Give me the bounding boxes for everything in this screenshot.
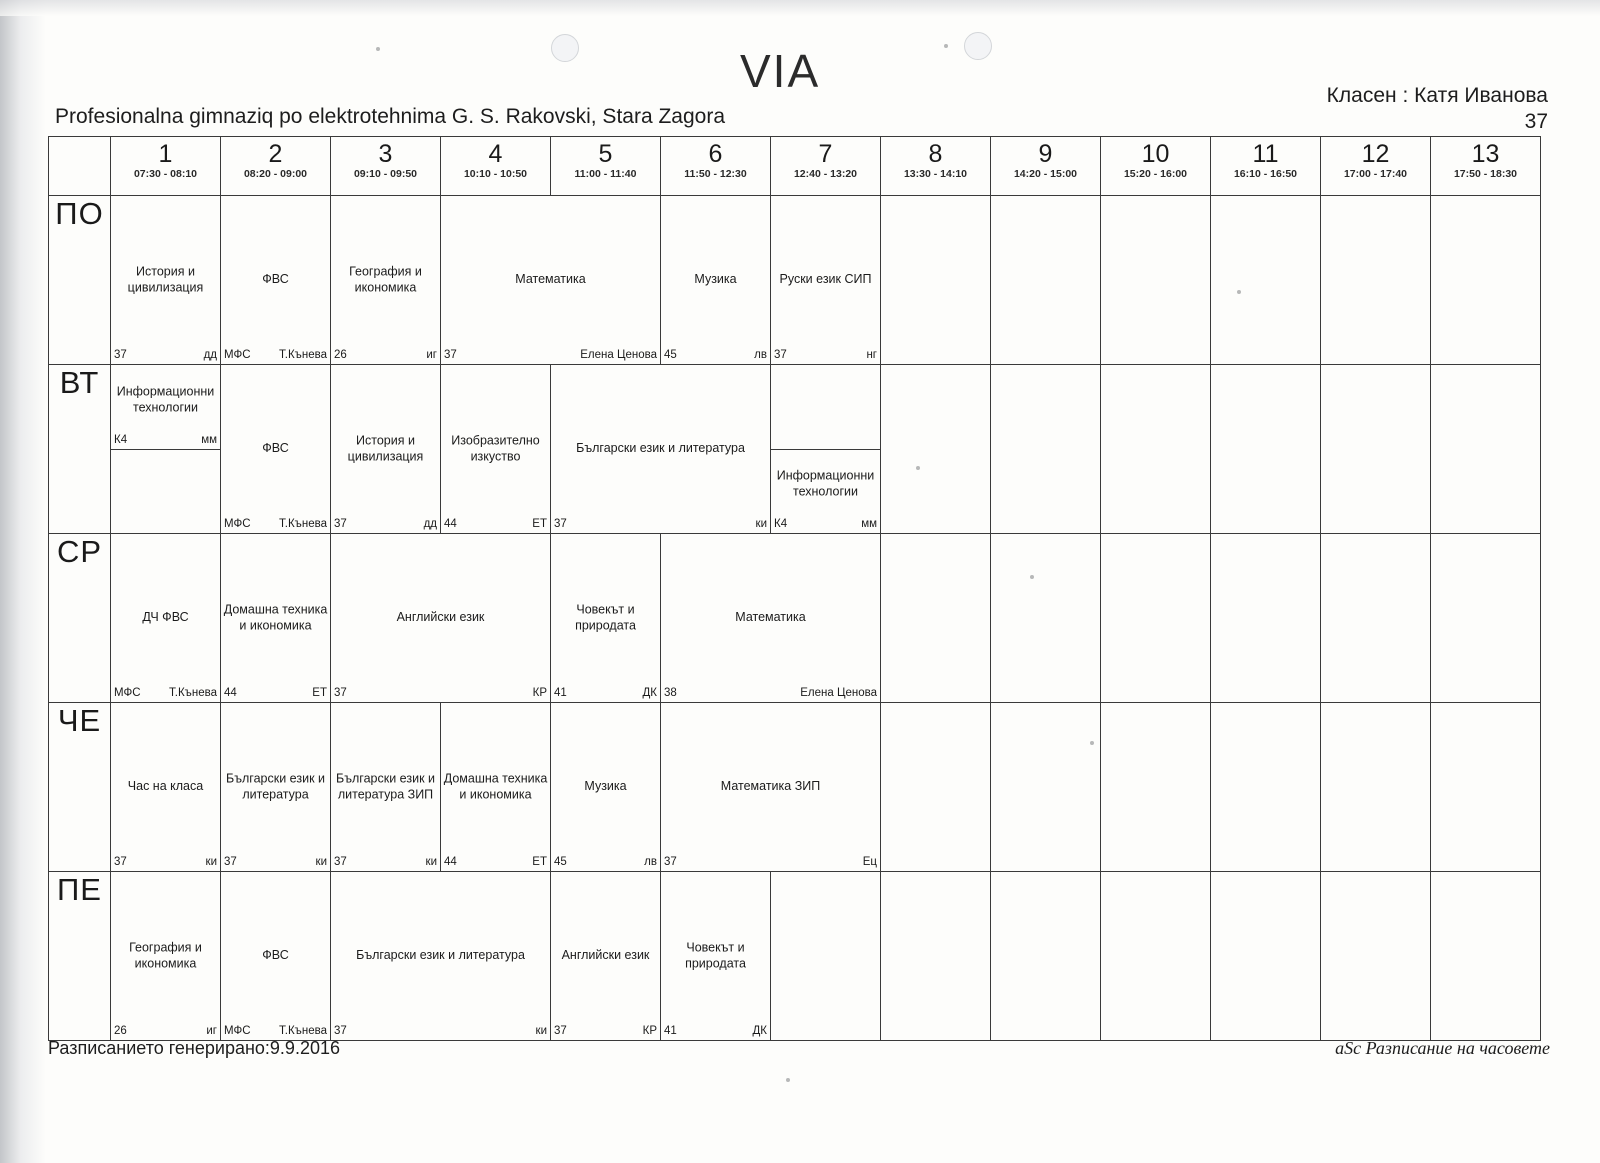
lesson-teacher: ДК <box>752 1025 767 1037</box>
lesson-cell-empty[interactable] <box>991 196 1101 365</box>
lesson-subject: Информационни технологии <box>116 384 215 415</box>
lesson-teacher: иг <box>426 349 437 361</box>
timetable <box>48 136 1541 1041</box>
period-time: 07:30 - 08:10 <box>133 167 198 180</box>
lesson-subject: Български език и литература <box>576 441 745 456</box>
lesson-cell-empty[interactable] <box>1211 534 1321 703</box>
period-header-12 <box>1321 137 1431 196</box>
lesson-cell-empty[interactable] <box>1101 196 1211 365</box>
lesson-cell-empty[interactable] <box>1101 534 1211 703</box>
day-label-thursday: ЧЕ <box>49 703 111 872</box>
table-row-friday <box>49 872 1541 1041</box>
lesson-teacher: Т.Кънева <box>169 687 217 699</box>
lesson-room: 37 <box>114 349 127 361</box>
lesson-room: 41 <box>664 1025 677 1037</box>
lesson-subject: ФВС <box>262 441 289 456</box>
lesson-teacher: Ец <box>862 856 877 868</box>
period-time: 11:50 - 12:30 <box>684 167 747 180</box>
lesson-cell-empty[interactable] <box>881 196 991 365</box>
table-row-monday <box>49 196 1541 365</box>
period-number: 12 <box>1361 140 1390 168</box>
period-header-7 <box>771 137 881 196</box>
lesson-subject: Английски език <box>561 948 650 963</box>
lesson-cell[interactable] <box>111 534 221 703</box>
lesson-teacher: КР <box>532 687 547 699</box>
lesson-cell[interactable] <box>441 703 551 872</box>
lesson-cell[interactable] <box>661 196 771 365</box>
lesson-subject: История и цивилизация <box>127 264 204 294</box>
lesson-cell[interactable] <box>551 365 771 534</box>
lesson-room: 37 <box>224 856 237 868</box>
lesson-subject: Български език и литература ЗИП <box>336 771 435 801</box>
period-header-2 <box>221 137 331 196</box>
class-teacher-label: Класен : <box>1326 84 1409 107</box>
lesson-cell-empty[interactable] <box>991 365 1101 534</box>
school-name: Profesionalna gimnaziq po elektrotehnima G. S. Rakovski, Stara Zagora <box>55 105 726 128</box>
lesson-room: 41 <box>554 687 567 699</box>
period-number: 13 <box>1471 140 1500 168</box>
lesson-cell[interactable] <box>551 703 661 872</box>
day-label-wednesday: СР <box>49 534 111 703</box>
lesson-cell-empty[interactable] <box>1211 196 1321 365</box>
lesson-subject: Човекът и природата <box>685 940 746 970</box>
lesson-teacher: ки <box>535 1025 547 1037</box>
lesson-room: 37 <box>774 349 787 361</box>
period-number: 7 <box>818 140 833 168</box>
lesson-subject: ФВС <box>262 272 289 287</box>
lesson-teacher: ЕТ <box>312 687 327 699</box>
lesson-cell[interactable] <box>661 872 771 1041</box>
period-number: 6 <box>708 140 723 168</box>
lesson-cell-empty[interactable] <box>1431 534 1541 703</box>
lesson-teacher: ЕТ <box>532 518 547 530</box>
lesson-cell-empty[interactable] <box>771 872 881 1041</box>
lesson-cell[interactable] <box>661 703 881 872</box>
lesson-subject: ДЧ ФВС <box>142 610 189 625</box>
lesson-subject: Музика <box>694 272 737 287</box>
lesson-room: 37 <box>664 856 677 868</box>
table-row-tuesday <box>49 365 1541 534</box>
lesson-subject: Руски език СИП <box>779 272 872 287</box>
lesson-cell-empty[interactable] <box>991 534 1101 703</box>
lesson-cell[interactable] <box>331 365 441 534</box>
lesson-teacher: Елена Ценова <box>580 349 657 361</box>
period-number: 3 <box>378 140 393 168</box>
lesson-room: 38 <box>664 687 677 699</box>
period-header-11 <box>1211 137 1321 196</box>
scan-top-shadow <box>0 0 1600 16</box>
lesson-teacher: дд <box>423 518 437 530</box>
lesson-cell[interactable] <box>331 872 551 1041</box>
lesson-cell-empty[interactable] <box>1101 365 1211 534</box>
class-teacher-name: Катя Иванова <box>1414 84 1548 107</box>
lesson-cell[interactable] <box>221 872 331 1041</box>
lesson-cell-empty[interactable] <box>1211 703 1321 872</box>
lesson-room: 44 <box>224 687 237 699</box>
day-label-monday: ПО <box>49 196 111 365</box>
lesson-room: 37 <box>334 1025 347 1037</box>
period-number: 2 <box>268 140 283 168</box>
lesson-cell[interactable] <box>441 365 551 534</box>
lesson-room: 26 <box>334 349 347 361</box>
lesson-subject: Домашна техника и икономика <box>223 602 328 632</box>
lesson-cell-empty[interactable] <box>1431 365 1541 534</box>
table-row-thursday <box>49 703 1541 872</box>
period-number: 9 <box>1038 140 1053 168</box>
class-number: 37 <box>1524 110 1548 133</box>
lesson-subject: География и икономика <box>349 264 422 294</box>
lesson-subject: Човекът и природата <box>575 602 636 632</box>
lesson-teacher: ДК <box>642 687 657 699</box>
lesson-room: МФС <box>224 518 251 530</box>
lesson-subject: Домашна техника и икономика <box>443 771 548 801</box>
generated-date: Разписанието генерирано:9.9.2016 <box>48 1038 340 1058</box>
lesson-cell-empty[interactable] <box>991 703 1101 872</box>
lesson-room: 44 <box>444 856 457 868</box>
lesson-teacher: Т.Кънева <box>279 1025 327 1037</box>
lesson-room: 37 <box>334 856 347 868</box>
period-time: 08:20 - 09:00 <box>243 167 308 180</box>
lesson-teacher: ки <box>315 856 327 868</box>
lesson-cell-empty[interactable] <box>1211 365 1321 534</box>
software-credit: aSc Разписание на часовете <box>1335 1038 1550 1058</box>
hole-punch-right <box>964 32 992 60</box>
lesson-cell[interactable] <box>111 365 221 534</box>
lesson-subject: Изобразително изкуство <box>451 433 540 463</box>
lesson-subject: Български език и литература <box>356 948 525 963</box>
lesson-room: К4 <box>114 434 128 446</box>
lesson-cell[interactable] <box>661 534 881 703</box>
table-row-wednesday <box>49 534 1541 703</box>
lesson-cell[interactable] <box>111 196 221 365</box>
lesson-cell[interactable] <box>771 365 881 534</box>
lesson-teacher: Т.Кънева <box>279 518 327 530</box>
lesson-cell[interactable] <box>111 703 221 872</box>
lesson-cell[interactable] <box>111 872 221 1041</box>
period-number: 4 <box>488 140 503 168</box>
lesson-teacher: дд <box>203 349 217 361</box>
lesson-subject: ФВС <box>262 948 289 963</box>
class-teacher <box>1327 84 1548 108</box>
scan-speck <box>376 47 380 51</box>
lesson-room: 44 <box>444 518 457 530</box>
lesson-teacher: мм <box>201 434 217 446</box>
lesson-teacher: Елена Ценова <box>800 687 877 699</box>
lesson-cell-empty[interactable] <box>1321 872 1431 1041</box>
period-number: 11 <box>1252 140 1279 168</box>
lesson-room: 37 <box>554 1025 567 1037</box>
lesson-teacher: мм <box>861 518 877 530</box>
lesson-room: 37 <box>444 349 457 361</box>
lesson-subject: Математика <box>735 610 806 625</box>
period-number: 10 <box>1141 140 1170 168</box>
lesson-subject: История и цивилизация <box>347 433 424 463</box>
period-time: 09:10 - 09:50 <box>353 167 418 180</box>
lesson-cell[interactable] <box>221 365 331 534</box>
lesson-cell[interactable] <box>331 703 441 872</box>
corner-cell <box>49 137 111 196</box>
lesson-room: 37 <box>334 687 347 699</box>
lesson-subject: Математика <box>515 272 586 287</box>
period-header-4 <box>441 137 551 196</box>
period-time: 11:00 - 11:40 <box>574 167 637 180</box>
lesson-subject: Математика ЗИП <box>720 779 821 794</box>
lesson-cell[interactable] <box>441 196 661 365</box>
logo: VIA <box>740 45 821 97</box>
lesson-cell[interactable] <box>331 534 551 703</box>
lesson-teacher: лв <box>644 856 657 868</box>
lesson-cell-empty[interactable] <box>1431 703 1541 872</box>
lesson-teacher: ки <box>755 518 767 530</box>
scan-speck <box>944 44 948 48</box>
lesson-room: К4 <box>774 518 788 530</box>
lesson-cell-empty[interactable] <box>1101 703 1211 872</box>
period-time: 15:20 - 16:00 <box>1123 167 1188 180</box>
day-label-tuesday: ВТ <box>49 365 111 534</box>
lesson-cell-empty[interactable] <box>1211 872 1321 1041</box>
scan-edge-shadow <box>0 0 46 1163</box>
lesson-room: 26 <box>114 1025 127 1037</box>
period-time: 17:50 - 18:30 <box>1453 167 1518 180</box>
lesson-room: 45 <box>664 349 677 361</box>
period-number: 5 <box>598 140 613 168</box>
lesson-subject: Български език и литература <box>226 771 325 801</box>
lesson-subject: Музика <box>584 779 627 794</box>
lesson-room: МФС <box>114 687 141 699</box>
lesson-cell[interactable] <box>771 196 881 365</box>
lesson-teacher: ЕТ <box>532 856 547 868</box>
lesson-cell-empty[interactable] <box>1321 703 1431 872</box>
period-time: 14:20 - 15:00 <box>1013 167 1078 180</box>
lesson-cell-empty[interactable] <box>771 365 880 450</box>
lesson-subject: Час на класа <box>127 779 204 794</box>
lesson-room: МФС <box>224 349 251 361</box>
lesson-teacher: иг <box>206 1025 217 1037</box>
lesson-cell[interactable] <box>551 534 661 703</box>
lesson-cell-empty[interactable] <box>881 365 991 534</box>
lesson-teacher: лв <box>754 349 767 361</box>
lesson-cell-empty[interactable] <box>111 449 220 533</box>
lesson-cell-empty[interactable] <box>881 534 991 703</box>
lesson-subject: Английски език <box>396 610 485 625</box>
lesson-cell[interactable] <box>221 534 331 703</box>
period-time: 13:30 - 14:10 <box>903 167 968 180</box>
lesson-cell-empty[interactable] <box>1431 196 1541 365</box>
period-header-3 <box>331 137 441 196</box>
period-number: 8 <box>928 140 943 168</box>
timetable-header-row <box>49 137 1541 196</box>
period-header-8 <box>881 137 991 196</box>
day-label-friday: ПЕ <box>49 872 111 1041</box>
lesson-cell[interactable] <box>331 196 441 365</box>
lesson-cell[interactable] <box>221 196 331 365</box>
lesson-cell-empty[interactable] <box>1321 365 1431 534</box>
lesson-cell[interactable] <box>221 703 331 872</box>
scan-speck <box>786 1078 790 1082</box>
period-time: 17:00 - 17:40 <box>1343 167 1408 180</box>
lesson-subject: География и икономика <box>129 940 202 970</box>
lesson-teacher: Т.Кънева <box>279 349 327 361</box>
period-header-13 <box>1431 137 1541 196</box>
lesson-teacher: КР <box>642 1025 657 1037</box>
lesson-room: 37 <box>554 518 567 530</box>
lesson-room: 37 <box>114 856 127 868</box>
lesson-teacher: нг <box>866 349 877 361</box>
lesson-cell-empty[interactable] <box>1431 872 1541 1041</box>
lesson-cell-empty[interactable] <box>1321 534 1431 703</box>
period-time: 16:10 - 16:50 <box>1233 167 1298 180</box>
lesson-cell-empty[interactable] <box>991 872 1101 1041</box>
lesson-cell-empty[interactable] <box>881 872 991 1041</box>
period-time: 12:40 - 13:20 <box>793 167 858 180</box>
period-number: 1 <box>158 140 173 168</box>
lesson-room: 45 <box>554 856 567 868</box>
lesson-room: МФС <box>224 1025 251 1037</box>
period-header-10 <box>1101 137 1211 196</box>
period-time: 10:10 - 10:50 <box>463 167 528 180</box>
lesson-teacher: ки <box>425 856 437 868</box>
lesson-subject: Информационни технологии <box>776 468 875 499</box>
lesson-cell[interactable] <box>551 872 661 1041</box>
lesson-cell-empty[interactable] <box>1321 196 1431 365</box>
period-header-5 <box>551 137 661 196</box>
lesson-teacher: ки <box>205 856 217 868</box>
period-header-9 <box>991 137 1101 196</box>
lesson-cell-empty[interactable] <box>881 703 991 872</box>
lesson-cell-empty[interactable] <box>1101 872 1211 1041</box>
hole-punch-left <box>551 34 579 62</box>
period-header-1 <box>111 137 221 196</box>
period-header-6 <box>661 137 771 196</box>
lesson-room: 37 <box>334 518 347 530</box>
